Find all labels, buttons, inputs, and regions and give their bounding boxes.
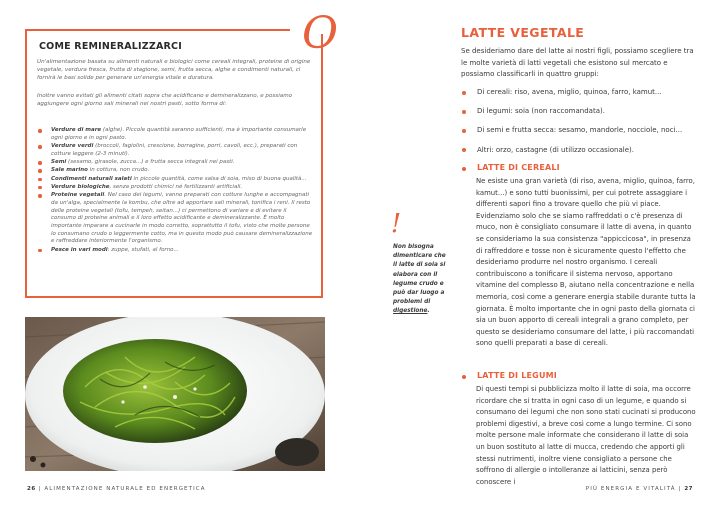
bullet-icon: [38, 194, 42, 198]
box-intro: Un'alimentazione basata su alimenti naturali e biologici come cereali integrali, proteine di origine vegetale, verdura fresca, frutta di stagione, semi, frutta secca, alghe e condimenti naturali, ci fornirà le basi solide per generare un'energia vitale e duratura.: [37, 59, 311, 82]
bullet-icon: [38, 249, 42, 253]
svg-text:!: !: [391, 209, 401, 236]
list-item: Proteine vegetali. Nel caso dei legumi, vanno preparati con cotture lunghe e accompagnati da un'alga, specialmente la kombu, che oltre ad apportare sali minerali, tonifica i reni. Il resto delle proteine vegetali (tofu, tempeh, seitan...) ci permettono di variare e di evitare il consumo di proteine animali e il loro effetto acidificante e demineralizzante. È molto importante imparare a cucinarle in modo corretto, soprattutto il tofu, visto che molte persone lo consumano crudo o leggermente cotto, ma in questo modo può causare demineralizzazione e raffreddare interiormente l'organismo.: [37, 192, 313, 246]
footer-right: PIÙ ENERGIA E VITALITÀ | 27: [585, 486, 693, 492]
list-item: Semi (sesamo, girasole, zucca...) e frutta secca integrali nei pasti.: [37, 159, 313, 167]
section-heading-cereals: LATTE DI CEREALI: [461, 163, 560, 172]
sidebar-note: Non bisogna dimenticare che il latte di soia si elabora con il legume crudo e può dar luogo a problemi di digestione.: [393, 244, 446, 315]
ornament-o-icon: [300, 10, 340, 56]
list-item: Verdure biologiche, senza prodotti chimici né fertilizzanti artificiali.: [37, 184, 313, 192]
list-item: Condimenti naturali salati in piccole quantità, come salsa di soia, miso di buona qualità...: [37, 176, 313, 184]
bullet-icon: [462, 129, 466, 133]
list-item: Verdure verdi (broccoli, fagiolini, crescione, borragine, porri, cavoli, ecc.), preparati con cotture leggere (2-3 minuti).: [37, 143, 313, 158]
footer-left: 26 | ALIMENTAZIONE NATURALE ED ENERGETICA: [27, 486, 206, 492]
bullet-icon: [462, 375, 466, 379]
exclamation-icon: [391, 208, 401, 236]
seaweed-salad-photo: [25, 317, 325, 471]
bullet-icon: [38, 161, 42, 165]
bullet-icon: [462, 91, 466, 95]
section-heading-legumes: LATTE DI LEGUMI: [461, 371, 557, 380]
intro-paragraph: Se desideriamo dare del latte ai nostri figli, possiamo scegliere tra le molte varietà di latti vegetali che esistono sul mercato e possiamo classificarli in quattro gruppi:: [461, 47, 694, 79]
bullet-icon: [38, 178, 42, 182]
bullet-icon: [462, 148, 466, 152]
list-item: Pesce in vari modi: zuppe, stufati, al forno...: [37, 247, 313, 255]
bullet-icon: [462, 110, 466, 114]
box-title: COME REMINERALIZZARCI: [39, 41, 182, 52]
box-intro-2: Inoltre vanno evitati gli alimenti citati sopra che acidificano e demineralizzano, e possiamo aggiungere ogni giorno sali minerali nei nostri pasti, sotto forma di:: [37, 93, 293, 108]
bullet-icon: [462, 167, 466, 171]
bullet-icon: [38, 186, 42, 190]
list-item: Di semi e frutta secca: sesamo, mandorle, nocciole, noci...: [461, 125, 697, 136]
svg-text:O: O: [302, 10, 339, 56]
list-item: Di legumi: soia (non raccomandata).: [461, 106, 697, 117]
bullet-icon: [38, 169, 42, 173]
milk-groups-list: [461, 87, 697, 164]
list-item: Sale marino in cottura, non crudo.: [37, 167, 313, 175]
list-item: Di cereali: riso, avena, miglio, quinoa, farro, kamut...: [461, 87, 697, 98]
list-item: Verdure di mare (alghe). Piccole quantità saranno sufficienti, ma è importante consumarle ogni giorno e in ogni pasto.: [37, 127, 313, 142]
list-item: Altri: orzo, castagne (di utilizzo occasionale).: [461, 145, 697, 156]
section-body-cereals: Ne esiste una gran varietà (di riso, avena, miglio, quinoa, farro, kamut...) e sono tutti buonissimi, per cui potrete assaggiare i differenti sapori fino a trovare quello che più vi piace. Evidenziamo solo che se siamo raffreddati o c'è presenza di muco, non è consigliato consumare il latte di avena, in quanto se consideriamo la sua consistenza "appiccicosa", in presenza di raffreddore e tosse non è sicuramente questo l'effetto che desideriamo produrre nel nostro organismo. I cereali contribuiscono a tonificare il sistema nervoso, apportano vitamine del complesso B, aiutano nella concentrazione e nella memoria, così come a generare energia stabile durante tutta la giornata. È molto importante che in ogni pasto della giornata ci sia un buon apporto di cereali integrali a grano completo, per questo se desideriamo consumare del latte, i più raccomandati sono quelli preparati a base di cereali.: [476, 177, 696, 348]
mineral-sources-list: [37, 127, 313, 255]
bullet-icon: [38, 145, 42, 149]
page-title: LATTE VEGETALE: [461, 25, 585, 40]
bullet-icon: [38, 129, 42, 133]
section-body-legumes: Di questi tempi si pubblicizza molto il latte di soia, ma occorre ricordare che si tratta in ogni caso di un legume, e quando si consumano dei legumi che non sono stati cucinati si producono problemi digestivi, a breve così come a lungo termine. Ci sono molte persone male informate che considerano il latte di soia un buon sostituto al latte di mucca, credendo che apporti gli stessi nutrimenti, inoltre viene consigliato a persone che soffrono di allergie o intolleranze ai latticini, senza però conoscere i: [476, 385, 696, 486]
